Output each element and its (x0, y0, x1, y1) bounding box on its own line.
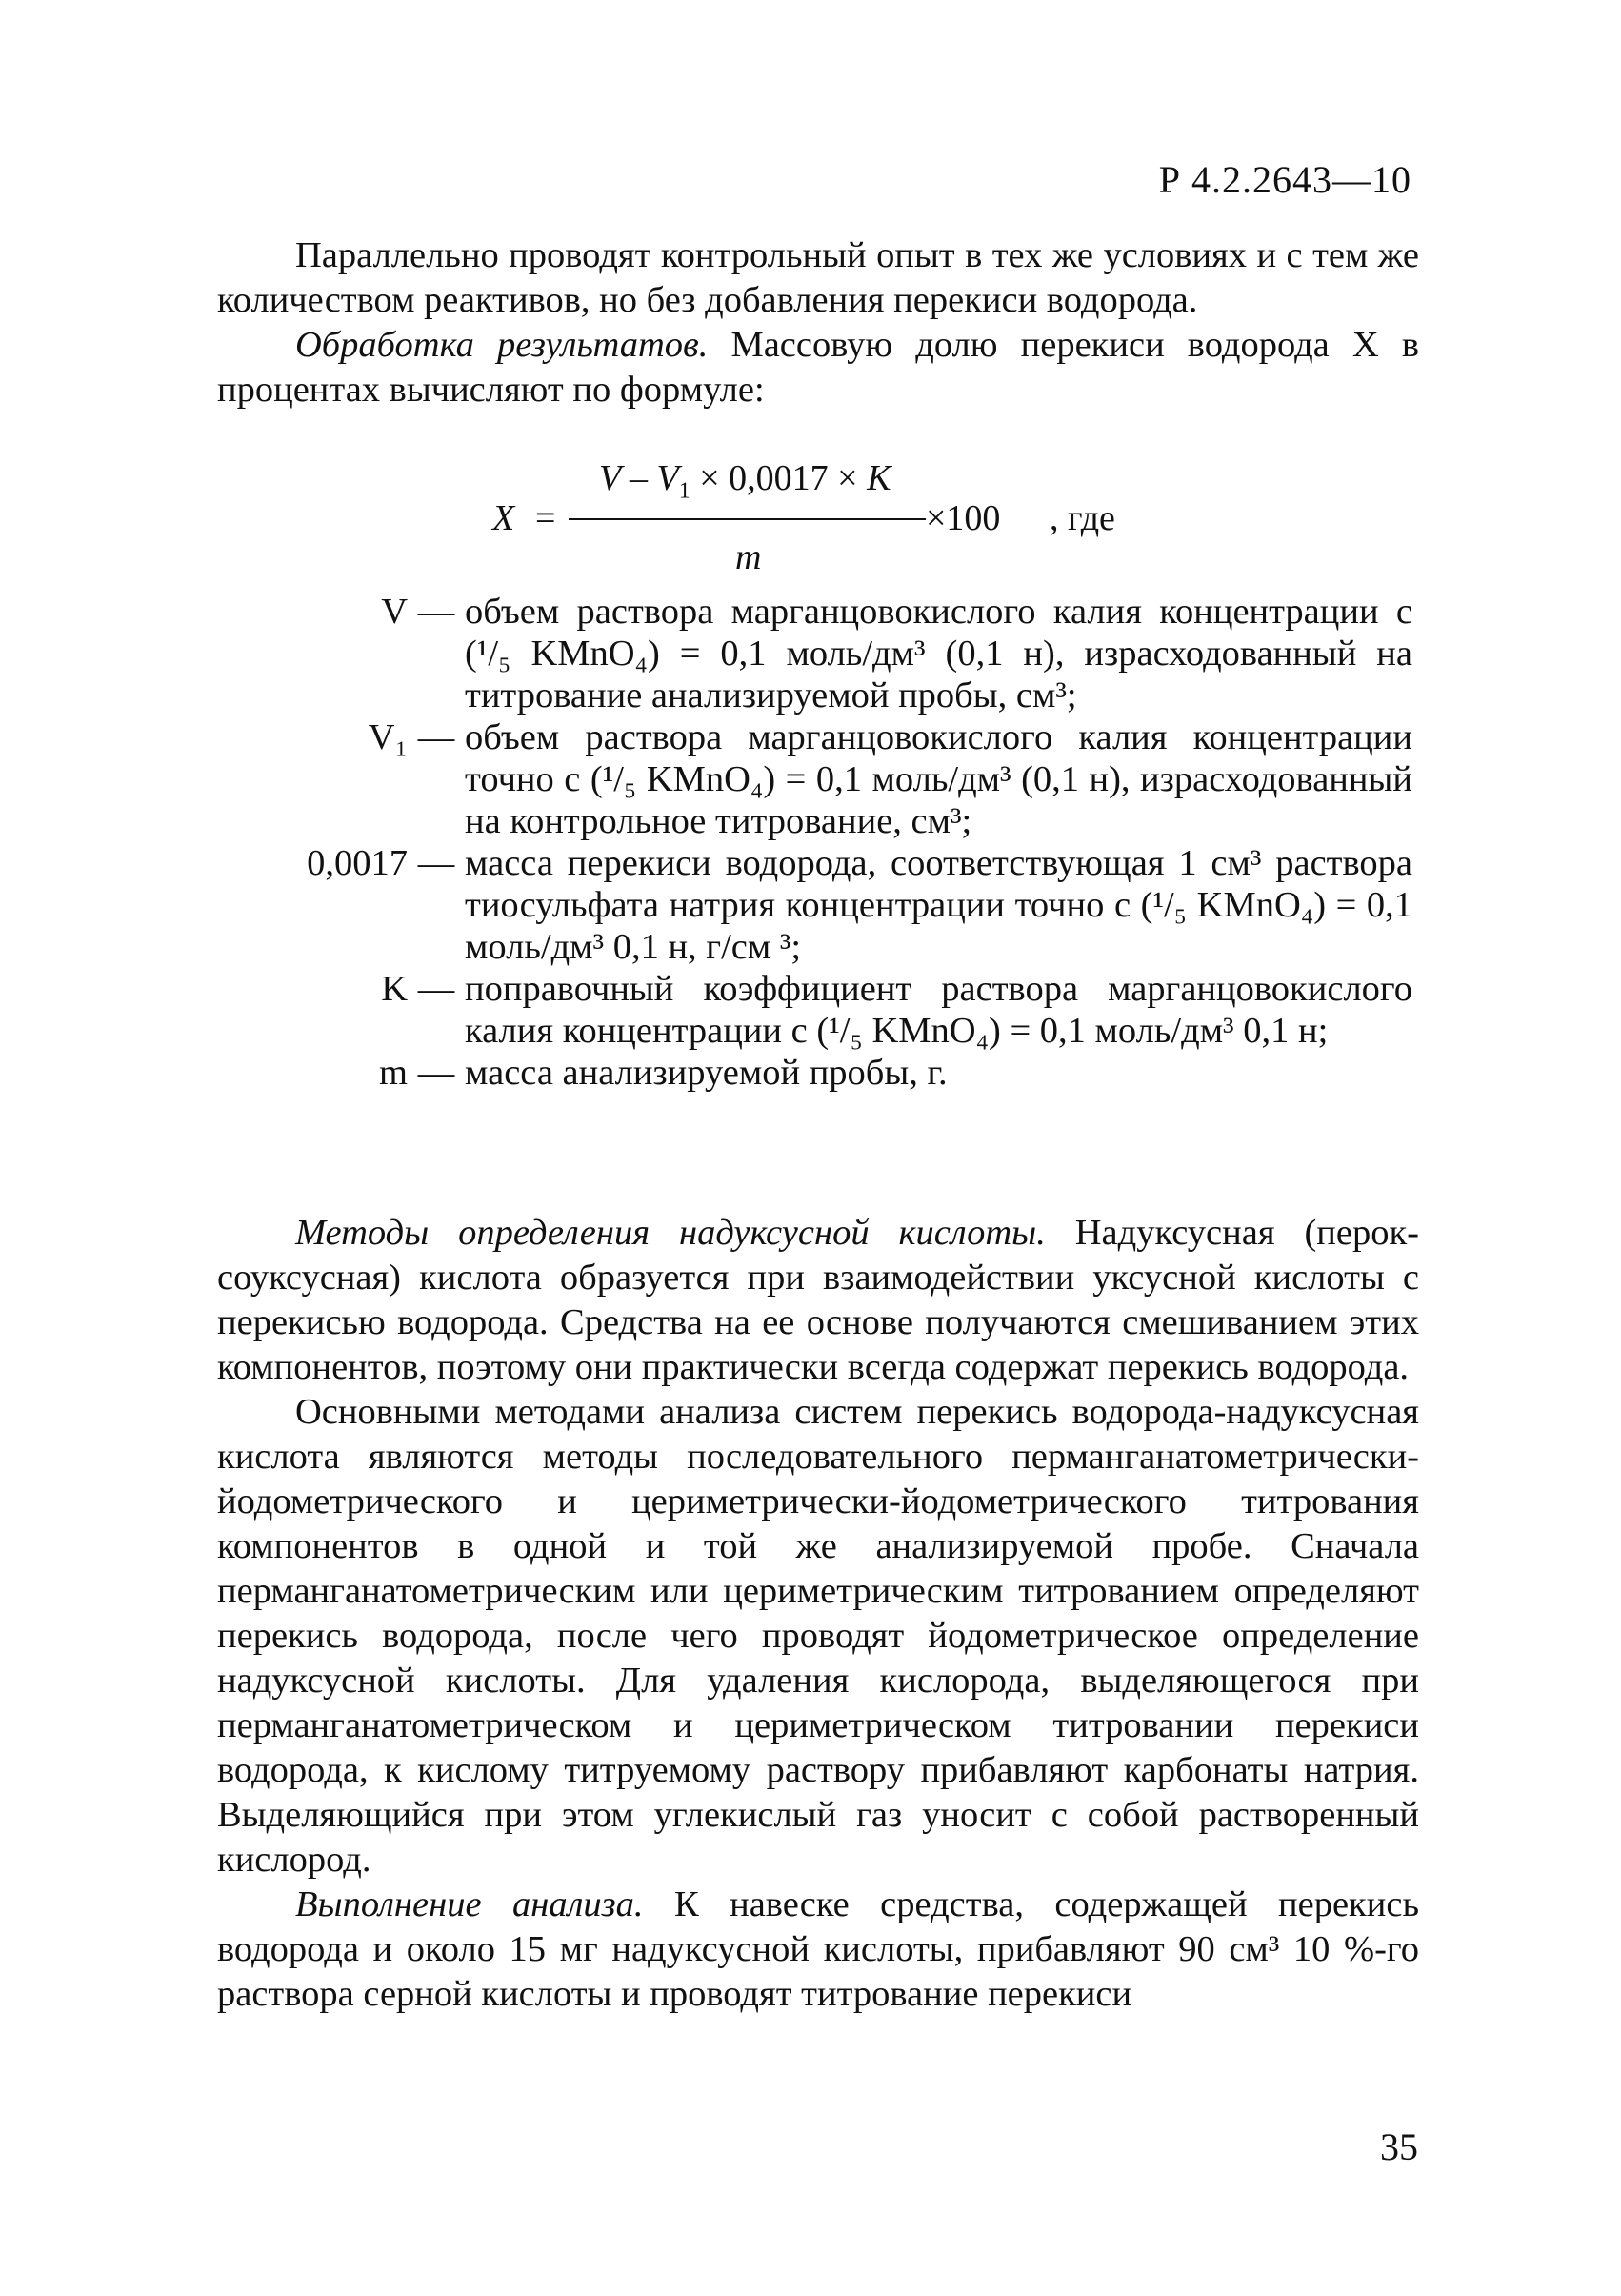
peracetic-methods-heading: Методы определения надуксусной кислоты. (295, 1213, 1046, 1253)
results-processing-text: Массовую долю перекиси водорода X в процентах вычисляют по формуле: (217, 325, 1419, 410)
page-number: 35 (1380, 2125, 1418, 2168)
definition-description: масса анализируемой пробы, г. (465, 1053, 948, 1093)
formula-equals: = (535, 498, 556, 538)
paragraph-results-processing (217, 323, 1419, 413)
formula-block (492, 457, 1273, 581)
formula-v: V (599, 458, 621, 498)
formula-lhs: X (492, 498, 515, 538)
definition-dash: — (417, 717, 455, 757)
definition-row (217, 842, 1419, 968)
definition-description: объем раствора марганцовокислого калия концентрации точно с (¹/₅ KMnO₄) = 0,1 моль/дм³ (0,1 н), израсходованный на контрольное титрование, см³; (465, 717, 1412, 841)
formula-k: K (867, 458, 891, 498)
analysis-procedure-heading: Выполнение анализа. (295, 1884, 644, 1924)
results-processing-heading: Обработка результатов. (295, 325, 709, 365)
formula-times-100: ×100 (926, 498, 1001, 538)
definition-dash: — (417, 1053, 455, 1093)
definition-symbol: K (381, 969, 408, 1009)
formula-numerator-rest: × 0,0017 × (690, 458, 868, 498)
definition-description: объем раствора марганцовокислого калия концентрации с (¹/₅ KMnO₄) = 0,1 моль/дм³ (0,1 н), израсходованный на титрование анализируемой пробы, см³; (465, 592, 1412, 715)
definitions-list (217, 591, 1419, 1094)
definition-symbol: V (381, 592, 408, 632)
fraction-bar (569, 518, 926, 520)
paragraph-analysis-procedure (217, 1883, 1419, 2017)
peracetic-methods-text: Надуксусная (перок-соуксусная) кислота образуется при взаимодействии уксусной кислоты с перекисью водорода. Средства на ее основе получаются смешиванием этих компонентов, поэтому они практически всегда содержат перекись водорода. (217, 1213, 1419, 1387)
definition-dash: — (417, 843, 455, 883)
definition-dash: — (417, 592, 455, 632)
definition-row (217, 968, 1419, 1052)
definition-row (217, 591, 1419, 716)
formula-where: , где (1050, 498, 1115, 538)
formula-v1-subscript: 1 (678, 478, 690, 504)
paragraph-analysis-methods: Основными методами анализа систем перекись водорода-надуксусная кислота являются методы последовательного перманганатометрически-йодометрического и цериметрически-йодометрического титрования компонентов в одной и той же анализируемой пробе. Сначала перманганатометрическим или цериметрическим титрованием определяют перекись водорода, после чего проводят йодометрическое определение надуксусной кислоты. Для удаления кислорода, выделяющегося при перманганатометрическом и цериметрическом титровании перекиси водорода, к кислому титруемому раствору прибавляют карбонаты натрия. Выделяющийся при этом углекислый газ уносит с собой растворенный кислород. (217, 1392, 1419, 1880)
definition-symbol: m (379, 1053, 408, 1093)
formula-minus-v1: – V (620, 458, 679, 498)
paragraph-peracetic-methods (217, 1211, 1419, 1390)
definition-symbol: V₁ (368, 717, 408, 757)
definition-description: масса перекиси водорода, соответствующая 1 см³ раствора тиосульфата натрия концентрации точно с (¹/₅ KMnO₄) = 0,1 моль/дм³ 0,1 н, г/см ³; (465, 843, 1412, 967)
body-section (217, 1211, 1419, 2017)
formula-numerator (599, 457, 891, 505)
definition-symbol: 0,0017 (307, 843, 408, 883)
definition-row (217, 1052, 1419, 1094)
document-number: Р 4.2.2643—10 (1158, 158, 1411, 201)
definition-dash: — (417, 969, 455, 1009)
intro-section (217, 233, 1419, 413)
paragraph-control-experiment: Параллельно проводят контрольный опыт в тех же условиях и с тем же количеством реактивов, но без добавления перекиси водорода. (217, 235, 1419, 320)
formula-denominator: m (735, 537, 762, 577)
analysis-procedure-text: К навеске средства, содержащей перекись водорода и около 15 мг надуксусной кислоты, прибавляют 90 см³ 10 %-го раствора серной кислоты и проводят титрование перекиси (217, 1884, 1420, 2014)
definition-description: поправочный коэффициент раствора марганцовокислого калия концентрации с (¹/₅ KMnO₄) = 0,1 моль/дм³ 0,1 н; (465, 969, 1412, 1051)
definition-row (217, 716, 1419, 842)
